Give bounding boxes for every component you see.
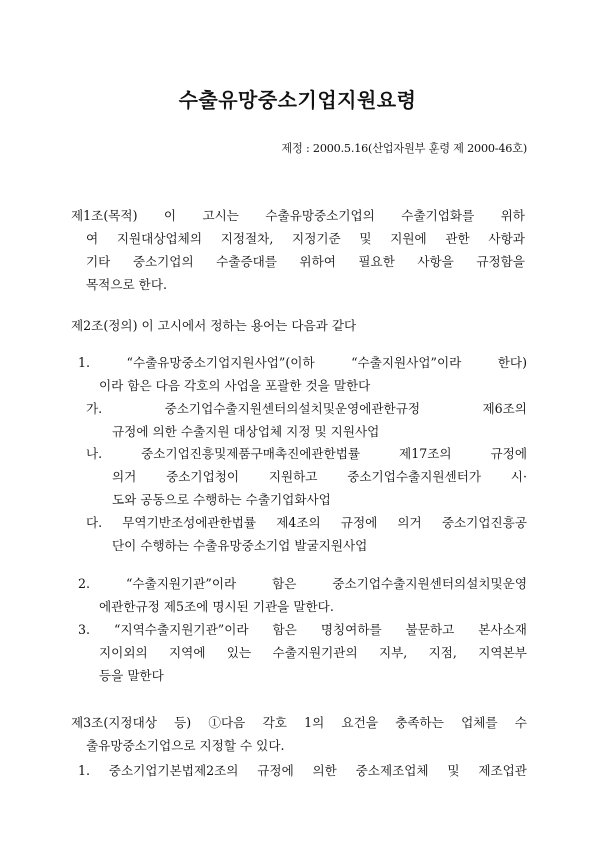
subitem-ga-line-1: 가. 중소기업수출지원센터의설치및운영에관한규정 제6조의 xyxy=(86,401,527,416)
article1-line-2: 여 지원대상업체의 지정절차, 지정기준 및 지원에 관한 사항과 xyxy=(86,231,525,246)
definition-item3-line-2: 지이외의 지역에 있는 수출지원기관의 지부, 지점, 지역본부 xyxy=(99,645,527,660)
subitem-na-line-1: 나. 중소기업진흥및제품구매촉진에관한법률 제17조의 규정에 xyxy=(86,446,527,461)
definition-item1-line-1: 1. “수출유망중소기업지원사업”(이하 “수출지원사업”이라 한다) xyxy=(78,355,527,370)
article3-line-1: 제3조(지정대상 등) ①다음 각호 1의 요건을 충족하는 업체를 수 xyxy=(71,715,527,730)
subitem-na-line-3: 도와 공동으로 수행하는 수출기업화사업 xyxy=(112,492,331,507)
definition-item3-line-3: 등을 말한다 xyxy=(99,668,164,683)
definition-item2-line-1: 2. “수출지원기관”이라 함은 중소기업수출지원센터의설치및운영 xyxy=(78,576,527,591)
subitem-da-line-1: 다. 무역기반조성에관한법률 제4조의 규정에 의거 중소기업진흥공 xyxy=(86,515,527,530)
article3-item1-line-1: 1. 중소기업기본법제2조의 규정에 의한 중소제조업체 및 제조업관 xyxy=(78,763,527,778)
definition-item2-line-2: 에관한규정 제5조에 명시된 기관을 말한다. xyxy=(99,599,334,614)
subitem-na-line-2: 의거 중소기업청이 지원하고 중소기업수출지원센터가 시· xyxy=(112,469,527,484)
article1-line-4: 목적으로 한다. xyxy=(86,277,167,292)
definition-item1-line-2: 이라 함은 다음 각호의 사업을 포괄한 것을 말한다 xyxy=(99,378,371,393)
article2-heading: 제2조(정의) 이 고시에서 정하는 용어는 다음과 같다 xyxy=(71,318,357,333)
subitem-ga-line-2: 규정에 의한 수출지원 대상업체 지정 및 지원사업 xyxy=(112,424,380,439)
article1-line-1: 제1조(목적) 이 고시는 수출유망중소기업의 수출기업화를 위하 xyxy=(71,208,525,223)
definition-item3-line-1: 3. “지역수출지원기관”이라 함은 명칭여하를 불문하고 본사소재 xyxy=(78,622,527,637)
enactment-line: 제정 : 2000.5.16(산업자원부 훈령 제 2000-46호) xyxy=(281,142,527,155)
subitem-da-line-2: 단이 수행하는 수출유망중소기업 발굴지원사업 xyxy=(112,538,368,553)
article1-line-3: 기타 중소기업의 수출증대를 위하여 필요한 사항을 규정함을 xyxy=(86,254,525,269)
document-title: 수출유망중소기업지원요령 xyxy=(178,88,417,112)
article3-line-2: 출유망중소기업으로 지정할 수 있다. xyxy=(86,738,285,753)
